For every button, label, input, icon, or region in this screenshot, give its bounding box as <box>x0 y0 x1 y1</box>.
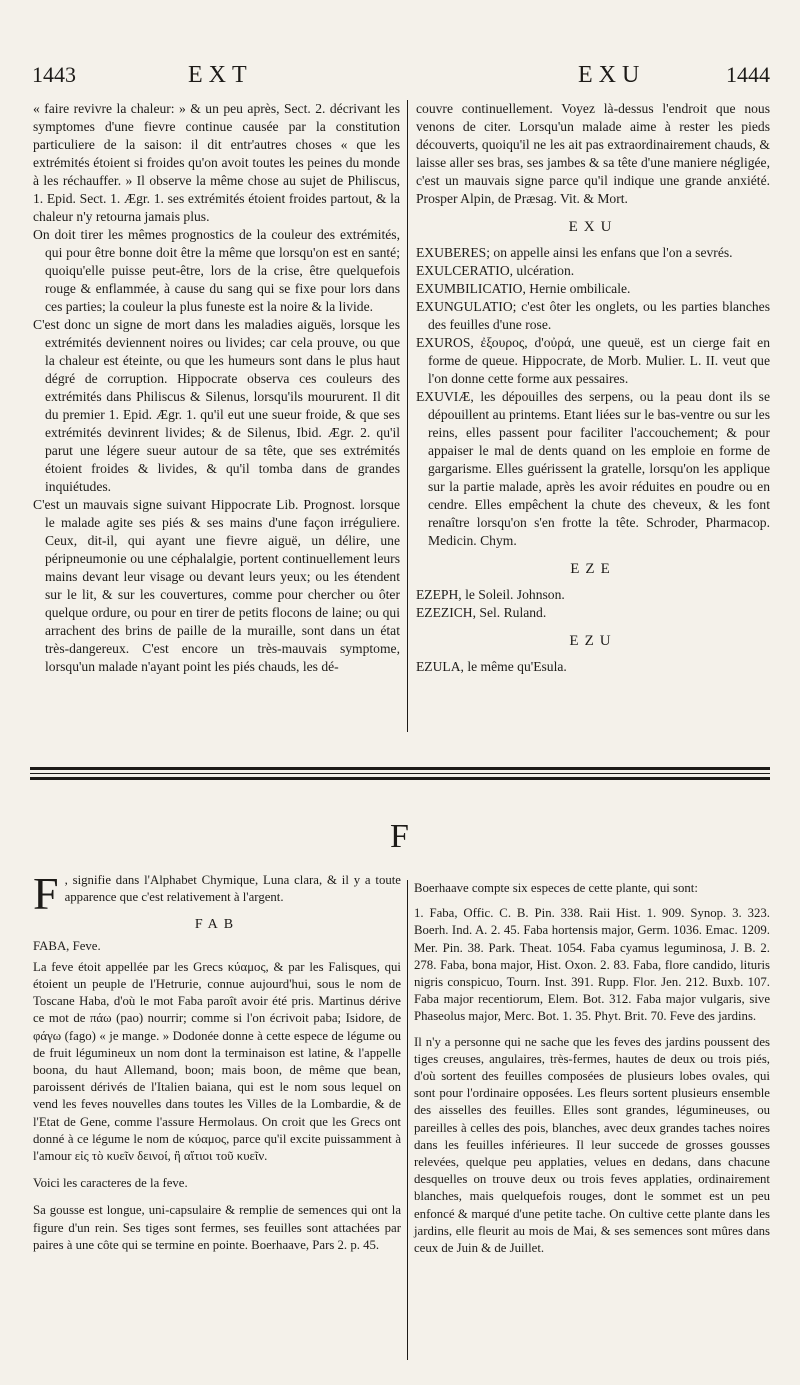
dictionary-entry: EXUVIÆ, les dépouilles des serpens, ou la peau dont ils se dépouillent au printems. Etant liées sur le bas-ventre ou sur les reins, elles passent pour faciliter l'accouchement; & pour appaiser le mal de dents quand on les emploie en forme de gargarisme. Elles guérissent la gratelle, lorsqu'on les applique sur la partie malade, après les avoir réduites en poudre ou en cendre. Elles empêchent la chute des cheveux, & les font renaître lorsqu'on s'en frotte la tête. Schroder, Pharmacop. Medicin. Chym. <box>416 389 770 548</box>
intro-text: , signifie dans l'Alphabet Chymique, Luna clara, & il y a toute apparence que c'est relativement à l'argent. <box>64 873 401 905</box>
column-divider <box>407 100 408 732</box>
dictionary-entry: EXULCERATIO, ulcération. <box>416 263 575 278</box>
paragraph: Sa gousse est longue, uni-capsulaire & remplie de semences qui ont la figure d'un rein. Ses tiges sont fermes, ses feuilles sont attachées par paires à une côte qui se termine en pointe. Boerhaave, Pars 2. p. 45. <box>33 1203 401 1252</box>
left-running-word: EXT <box>188 62 253 88</box>
dictionary-entry: EXUBERES; on appelle ainsi les enfans que l'on a sevrés. <box>416 245 733 260</box>
paragraph: C'est un mauvais signe suivant Hippocrate Lib. Prognost. lorsque le malade agite ses piés & ses mains d'une façon irréguliere. Ceux, dit-il, qui ayant une fievre aiguë, un délire, une péripneumonie ou une céphalalgie, portent continuellement leurs mains devant leur visage ou devant leurs yeux; ou les étendent sur le lit, & sur les couvertures, comme pour chercher ou ôter quelque ordure, ou pour en tirer de petits flocons de laine; ou qui arrachent des brins de paille de la muraille, sont dans un état très-dangereux. C'est encore un très-mauvais symptome, lorsqu'un malade n'ayant point les piés chauds, les dé- <box>33 497 400 674</box>
paragraph: Voici les caracteres de la feve. <box>33 1176 188 1191</box>
letter-heading: F <box>390 818 409 855</box>
section-rule-top <box>30 767 770 770</box>
top-right-column <box>416 100 770 676</box>
dictionary-entry: EZEZICH, Sel. Ruland. <box>416 605 547 620</box>
section-heading-eze: EZE <box>570 561 616 577</box>
right-page-number: 1444 <box>726 62 770 87</box>
section-heading-ezu: EZU <box>569 633 617 649</box>
section-rule-bottom <box>30 777 770 780</box>
paragraph: C'est donc un signe de mort dans les maladies aiguës, lorsque les extrémités deviennent noires ou livides; car cela prouve, ou que la chaleur est éteinte, ou que les humeurs sont dans le plus haut dégré de corruption. Hippocrate observa ces couleurs des extrémités dans Philiscus & Silenus, lorsqu'ils moururent. Il dit du premier 1. Epid. Ægr. 1. qu'il eut une sueur froide, & que ses extrémités devinrent livides; & de Silenus, Ibid. Ægr. 2. qu'il parut une légere sueur autour de sa tête, que ses extrémités étoient froides & livides, & qu'il tomba dans de grandes inquiétudes. <box>33 317 400 494</box>
dictionary-entry: EZEPH, le Soleil. Johnson. <box>416 587 565 602</box>
species-list: 1. Faba, Offic. C. B. Pin. 338. Raii Hist. 1. 909. Synop. 3. 323. Boerh. Ind. A. 2. 45. Faba hortensis major, Germ. 1036. Emac. 1209. Mer. Pin. 38. Park. Theat. 1054. Faba cyamus leguminosa, J. B. 2. 278. Faba, bona major, Hist. Oxon. 2. 83. Faba, flore candido, lituris nigris conspicuo, Tourn. Inst. 391. Rupp. Flor. Jen. 212. Buxb. 107. Faba major recentiorum, Elem. Bot. 312. Faba major vulgaris, sive Phaseolus major, Merc. Bot. 1. 35. Phyt. Brit. 70. Feve des jardins. <box>414 906 770 1024</box>
paragraph: Boerhaave compte six especes de cette plante, qui sont: <box>414 881 698 895</box>
bottom-right-column <box>414 880 770 1265</box>
section-heading-exu: EXU <box>568 219 618 235</box>
dictionary-entry: EXUROS, ἐξουρος, d'οὐρά, une queuë, est un cierge fait en forme de queue. Hippocrate, de Morb. Mulier. L. II. veut que l'on donne cette forme aux pessaires. <box>416 335 770 386</box>
intro-paragraph <box>33 868 401 919</box>
paragraph: couvre continuellement. Voyez là-dessus l'endroit que nous venons de citer. Lorsqu'un malade aime à rester les pieds découverts, quoiqu'il ne les ait pas extraordinairement chauds, & laisse aller ses bras, ses jambes & sa tête d'une maniere négligée, c'est un mauvais signe parce qu'il indique une grande anxiété. Prosper Alpin, de Præsag. Vit. & Mort. <box>416 101 770 206</box>
section-rule-thin <box>30 773 770 774</box>
paragraph: « faire revivre la chaleur: » & un peu après, Sect. 2. décrivant les symptomes d'une fievre continue causée par la constitution particuliere de la saison: il dit entr'autres choses « que les extrémités étoient si froides qu'on avoit toutes les peines du monde à les réchauffer. » Il observe la même chose au sujet de Philiscus, 1. Epid. Sect. 1. Ægr. 1. ses extrémités étoient froides partout, & la chaleur n'y retourna jamais plus. <box>33 101 400 224</box>
dictionary-entry: EXUMBILICATIO, Hernie ombilicale. <box>416 281 631 296</box>
right-running-word: EXU <box>578 62 646 88</box>
paragraph: Il n'y a personne qui ne sache que les feves des jardins poussent des tiges creuses, angulaires, très-fermes, hautes de deux ou trois piés, d'où sortent des feuilles composées de plusieurs lobes ovales, qui sont pour l'ordinaire opposées. Les fleurs sortent plusieurs ensemble des aisselles des feuilles. Elles sont grandes, légumineuses, ou pareilles à celles des pois, blanches, avec deux grandes taches noires dans les feuilles inférieures. Il leur succede de grosses gousses relevées, quelque peu applaties, velues en dedans, dans chacune desquelles on trouve deux ou trois feves applaties, ordinairement blanches, mais quelquefois rouges, dont le sommet est un peu enfoncé & marqué d'une petite tache. On cultive cette plante dans les jardins, elle fleurit au mois de Mai, & ses semences sont mûres dans ceux de Juin & de Juillet. <box>414 1034 770 1256</box>
bottom-left-column <box>33 868 401 1264</box>
running-header <box>30 62 770 102</box>
paragraph: On doit tirer les mêmes prognostics de la couleur des extrémités, qui pour être bonne doit être la même que lorsqu'on est en santé; quoiqu'elle puisse peut-être, lors de la crise, être quelquefois rouge & enflammée, à cause du sang qui se fixe pour lors dans ces parties; la couleur la plus funeste est la noire & la livide. <box>33 227 400 314</box>
left-page-number: 1443 <box>32 62 76 87</box>
dictionary-entry: EZULA, le même qu'Esula. <box>416 659 567 674</box>
headword: FABA, Feve. <box>33 938 101 953</box>
top-left-column <box>33 100 400 676</box>
dictionary-entry: EXUNGULATIO; c'est ôter les onglets, ou les parties blanches des feuilles d'une rose. <box>416 299 770 332</box>
drop-cap: F <box>33 868 59 919</box>
section-heading-fab: FAB <box>194 917 240 933</box>
column-divider-bottom <box>407 880 408 1360</box>
paragraph: La feve étoit appellée par les Grecs κύαμος, & par les Falisques, qui étoient un peuple de l'Hetrurie, connue aujourd'hui, sous le nom de Toscane Haba, d'où le mot Faba paroît avoir été pris. Martinus dérive ce mot de πάω (pao) nourrir; comme si l'on écrivoit paba; Isidore, de φάγω (fago) « je mange. » Dodonée donne à cette espece de légume ou de fruit légumineux un nom dont la terminaison est latine, & l'appelle boona, du haut Allemand, boon; mais boon, de même que bean, paroissent dérivés de l'Italien baiana, qui est le nom sous lequel on vend les feves nouvelles dans toutes les Villes de la Lombardie, & de l'Etat de Gene, comme l'assure Hermolaus. On croit que les Grecs ont donné à ce légume le nom de κύαμος, parce qu'il excite puissamment à l'amour εἰς τὸ κυεῖν δεινοί, ἢ αἴτιοι τοῦ κυεῖν. <box>33 959 401 1164</box>
